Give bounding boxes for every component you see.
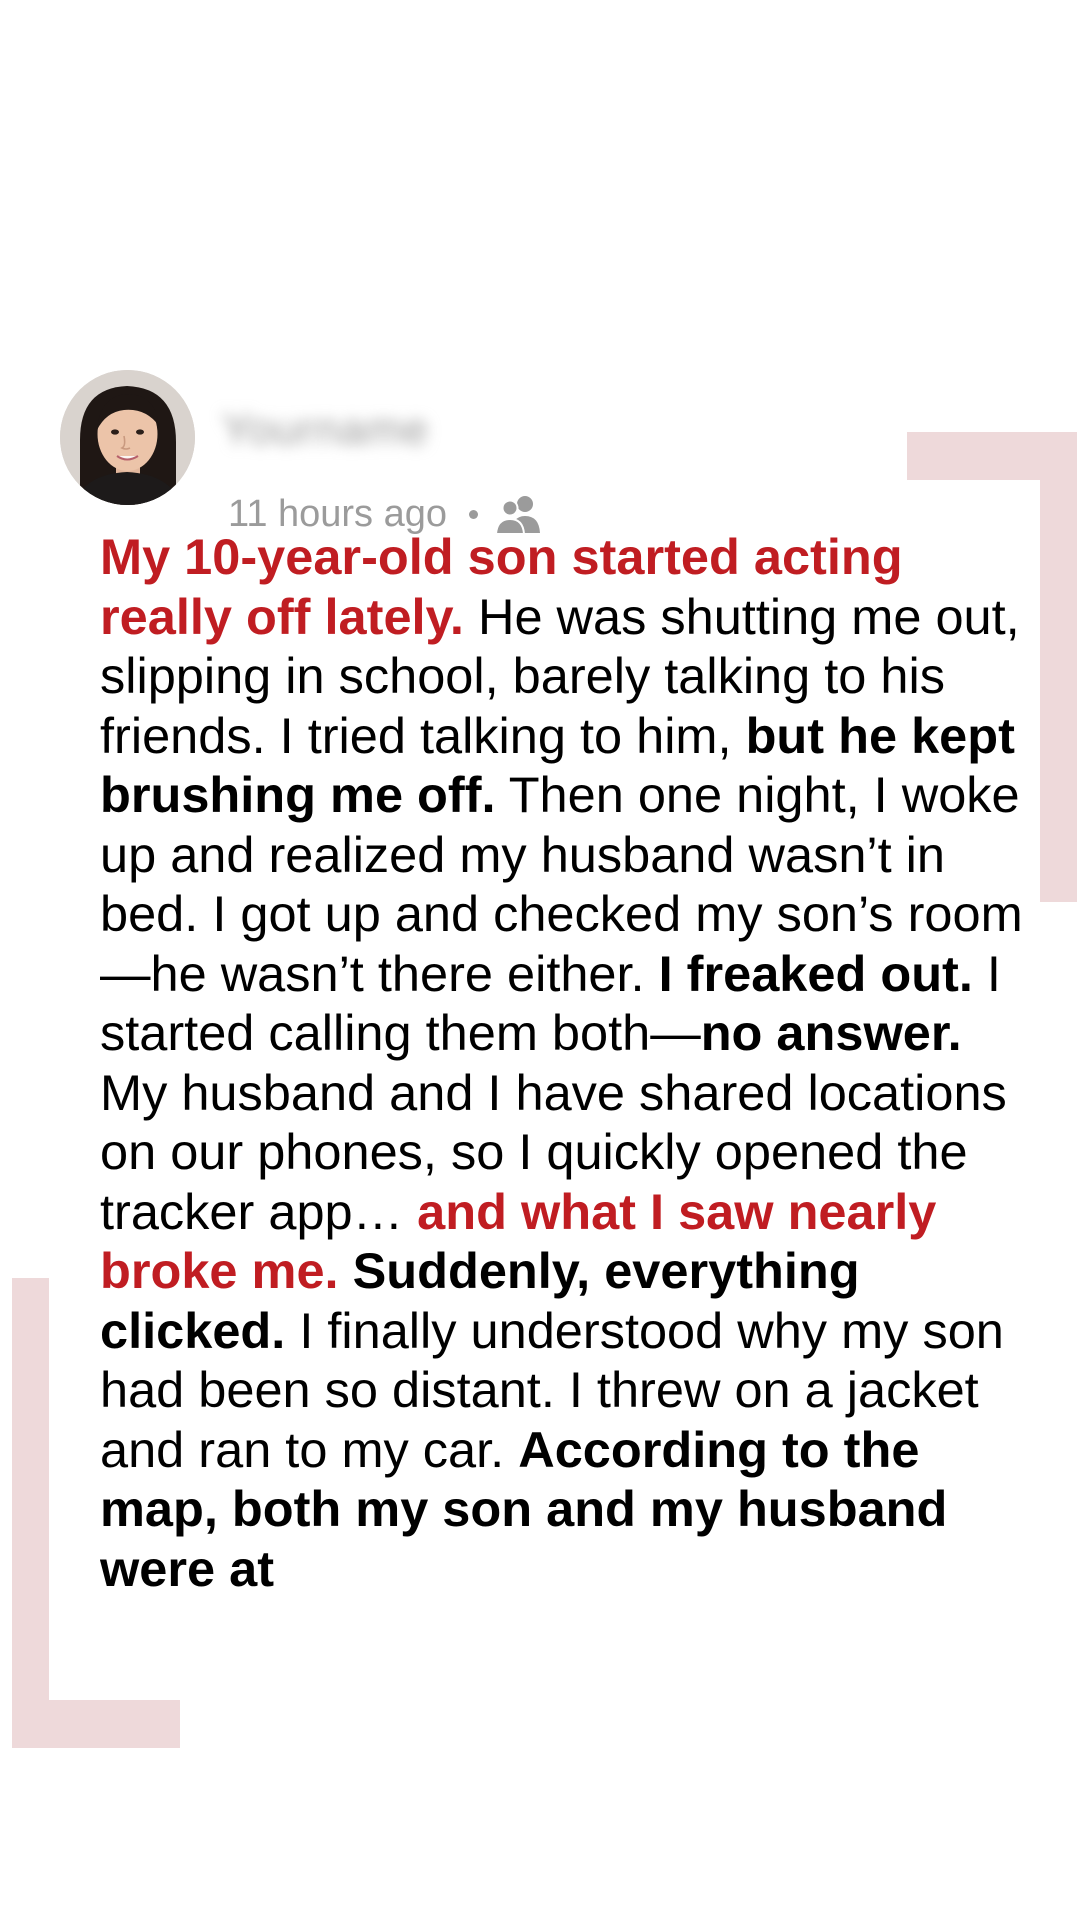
bold-text: According to the map, both my son and my husband were at — [100, 1420, 948, 1597]
body-text — [339, 1242, 353, 1299]
separator-dot — [469, 510, 478, 519]
author-name[interactable]: Yourname — [222, 405, 429, 454]
avatar-photo — [60, 370, 195, 505]
decor-bracket-bottom-left-side — [12, 1278, 49, 1748]
avatar[interactable] — [60, 370, 195, 505]
decor-bracket-bottom-left — [12, 1700, 180, 1748]
body-text: My husband and I have shared locations on our phones, so I quickly opened the tracker app… — [100, 1063, 1007, 1240]
bold-text: Suddenly, everything clicked. — [100, 1242, 860, 1359]
body-text: I finally understood why my son had been so distant. I threw on a jacket and ran to my car. — [100, 1301, 1004, 1478]
post-timestamp[interactable]: 11 hours ago — [228, 492, 448, 535]
body-text: I started calling them both— — [100, 944, 1001, 1061]
body-text: He was shutting me out, slipping in school, barely talking to his friends. I tried talking to him, — [100, 587, 1020, 764]
bold-text: no answer. — [700, 1004, 962, 1061]
decor-bracket-top-right-side — [1040, 432, 1077, 902]
post-text — [100, 527, 1040, 1598]
bold-text: I freaked out. — [658, 944, 973, 1002]
post-body — [100, 527, 1040, 1643]
body-text: Then one night, I woke up and realized my husband wasn’t in bed. I got up and checked my son’s room—he wasn’t there either. — [100, 766, 1023, 1002]
bold-text: but he kept brushing me off. — [100, 706, 1015, 823]
highlight-text: My 10-year-old son started acting really off lately. — [100, 528, 903, 645]
highlight-text: and what I saw nearly broke me. — [100, 1182, 937, 1299]
